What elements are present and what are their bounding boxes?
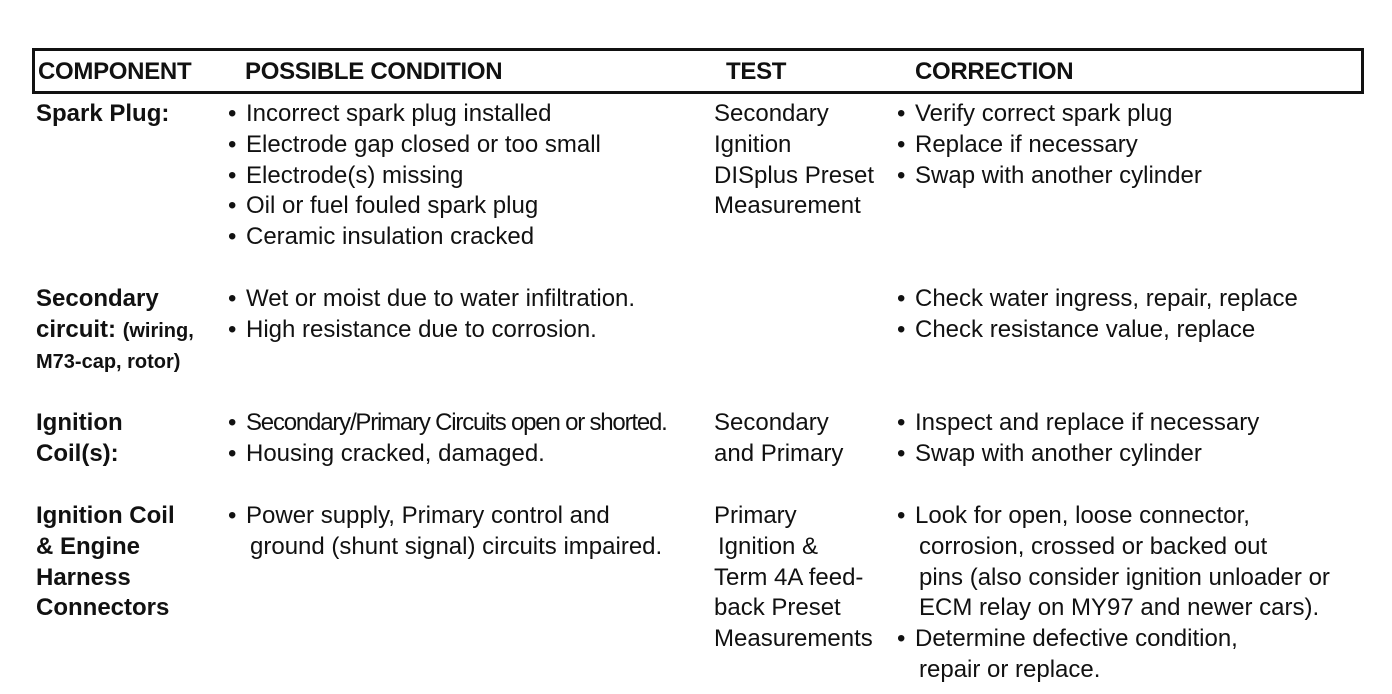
correction-item-continuation: repair or replace. bbox=[919, 655, 1101, 683]
test-cell bbox=[714, 501, 894, 655]
correction-item: • Check water ingress, repair, replace bbox=[897, 284, 1377, 315]
correction-item: • Verify correct spark plug bbox=[897, 99, 1377, 130]
header-correction: CORRECTION bbox=[915, 58, 1074, 85]
test-cell bbox=[714, 408, 894, 470]
correction-item: • Swap with another cylinder bbox=[897, 439, 1377, 470]
test-line: Secondary bbox=[714, 100, 829, 127]
component-cell bbox=[36, 408, 226, 470]
test-line: and Primary bbox=[714, 439, 844, 467]
component-cell bbox=[36, 99, 226, 130]
test-line: DISplus Preset bbox=[714, 161, 875, 189]
test-line: Measurement bbox=[714, 192, 861, 220]
correction-item: • Inspect and replace if necessary bbox=[897, 408, 1377, 439]
corrections-cell bbox=[897, 284, 1377, 346]
correction-item: • Check resistance value, replace bbox=[897, 315, 1377, 346]
conditions-cell bbox=[228, 99, 714, 253]
header-component: COMPONENT bbox=[38, 58, 192, 85]
test-line: Term 4A feed- bbox=[714, 563, 864, 591]
test-line: Primary bbox=[714, 502, 797, 529]
condition-item: • Wet or moist due to water infiltration. bbox=[228, 284, 714, 315]
header-box bbox=[32, 48, 1364, 94]
condition-item: • Ceramic insulation cracked bbox=[228, 222, 714, 253]
component-name: Secondary bbox=[36, 285, 159, 312]
component-name: Connectors bbox=[36, 594, 170, 622]
correction-item: • Replace if necessary bbox=[897, 130, 1377, 161]
corrections-cell bbox=[897, 99, 1377, 191]
component-name-part: circuit: bbox=[36, 315, 117, 343]
corrections-cell bbox=[897, 501, 1377, 686]
corrections-cell bbox=[897, 408, 1377, 470]
component-cell bbox=[36, 501, 226, 624]
component-name: Spark Plug: bbox=[36, 100, 170, 127]
component-name-line bbox=[36, 315, 226, 347]
correction-item: • Determine defective condition, bbox=[897, 624, 1377, 655]
component-subnote: M73-cap, rotor) bbox=[36, 350, 181, 373]
test-line: Measurements bbox=[714, 625, 873, 653]
header-test: TEST bbox=[726, 58, 787, 85]
header-condition: POSSIBLE CONDITION bbox=[245, 58, 503, 85]
condition-item: • Housing cracked, damaged. bbox=[228, 439, 714, 470]
correction-item-continuation: pins (also consider ignition unloader or bbox=[919, 563, 1330, 591]
conditions-cell bbox=[228, 408, 714, 470]
condition-item: • High resistance due to corrosion. bbox=[228, 315, 714, 346]
component-name: Ignition Coil bbox=[36, 502, 175, 529]
component-cell bbox=[36, 284, 226, 377]
component-name: Harness bbox=[36, 563, 131, 591]
test-line: back Preset bbox=[714, 594, 841, 622]
component-name: Ignition bbox=[36, 409, 123, 436]
condition-item: • Secondary/Primary Circuits open or shorted. bbox=[228, 408, 714, 439]
test-line: Ignition bbox=[714, 130, 792, 158]
conditions-cell bbox=[228, 501, 714, 563]
condition-item: • Incorrect spark plug installed bbox=[228, 99, 714, 130]
correction-item-continuation: ECM relay on MY97 and newer cars). bbox=[919, 594, 1320, 622]
component-name: & Engine bbox=[36, 532, 141, 560]
correction-item: • Swap with another cylinder bbox=[897, 161, 1377, 192]
condition-item: • Electrode gap closed or too small bbox=[228, 130, 714, 161]
test-line: Secondary bbox=[714, 409, 829, 436]
condition-item-continuation: ground (shunt signal) circuits impaired. bbox=[250, 532, 663, 560]
condition-item: • Electrode(s) missing bbox=[228, 161, 714, 192]
test-line: Ignition & bbox=[718, 532, 819, 560]
condition-item: • Power supply, Primary control and bbox=[228, 501, 714, 532]
conditions-cell bbox=[228, 284, 714, 346]
condition-item: • Oil or fuel fouled spark plug bbox=[228, 191, 714, 222]
correction-item: • Look for open, loose connector, bbox=[897, 501, 1377, 532]
component-subnote: (wiring, bbox=[122, 319, 194, 342]
test-cell bbox=[714, 99, 894, 222]
correction-item-continuation: corrosion, crossed or backed out bbox=[919, 532, 1268, 560]
component-name: Coil(s): bbox=[36, 439, 119, 467]
